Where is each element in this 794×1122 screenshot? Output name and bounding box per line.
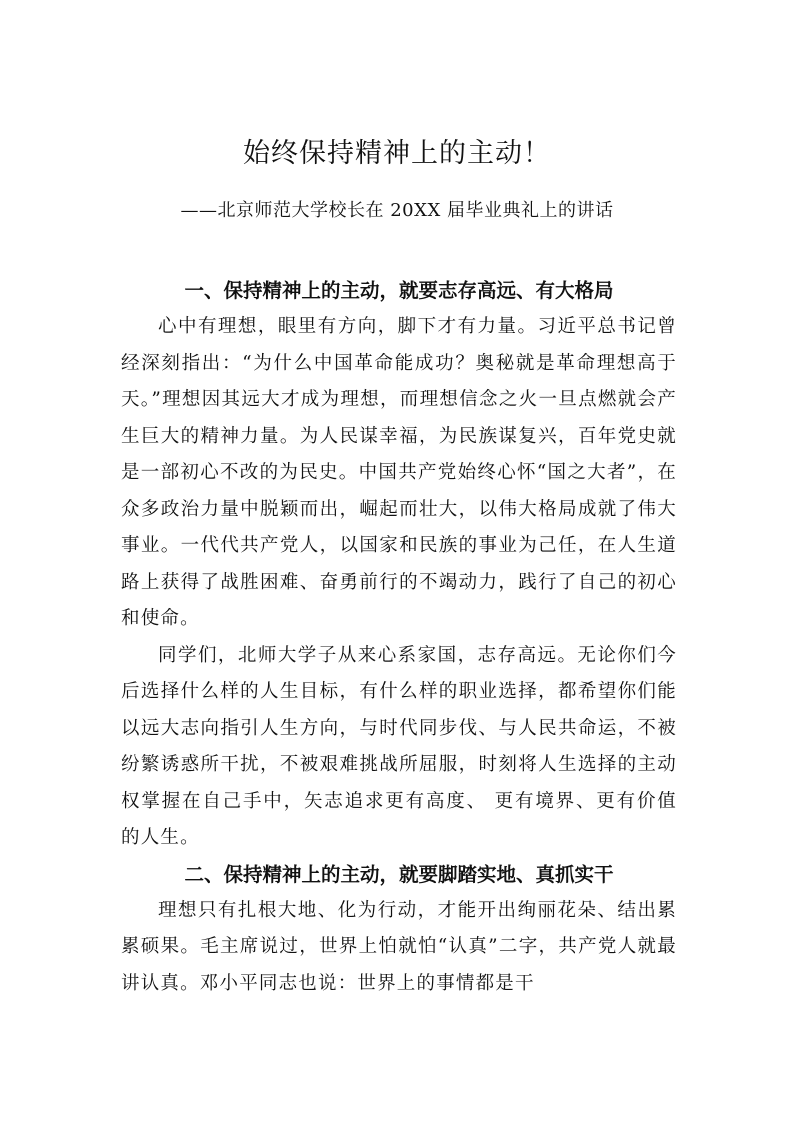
document-title: 始终保持精神上的主动！ <box>243 138 551 169</box>
section-2 <box>121 857 677 1003</box>
section-heading: 二、保持精神上的主动，就要脚踏实地、真抓实干 <box>184 862 614 886</box>
paragraph: 同学们，北师大学子从来心系家国，志存高远。无论你们今后选择什么样的人生目标，有什么样的职业选择，都希望你们能以远大志向指引人生方向，与时代同步伐、与人民共命运，不被纷繁诱惑所干扰，不被艰难挑战所屈服，时刻将人生选择的主动权掌握在自己手中，矢志追求更有高度、 更有境界、更有价值的人生。 <box>121 644 677 848</box>
section-1 <box>121 273 677 857</box>
section-heading: 一、保持精神上的主动，就要志存高远、有大格局 <box>184 279 614 302</box>
document-subtitle: ——北京师范大学校长在 20XX 届毕业典礼上的讲话 <box>180 200 614 221</box>
paragraph: 理想只有扎根大地、化为行动，才能开出绚丽花朵、结出累累硕果。毛主席说过，世界上怕就怕“认真”二字，共产党人就最讲认真。邓小平同志也说：世界上的事情都是干 <box>121 899 677 994</box>
document-body <box>121 273 677 1002</box>
paragraph: 心中有理想，眼里有方向，脚下才有力量。习近平总书记曾经深刻指出：“为什么中国革命能成功？奥秘就是革命理想高于天。”理想因其远大才成为理想，而理想信念之火一旦点燃就会产生巨大的精神力量。为人民谋幸福，为民族谋复兴，百年党史就是一部初心不改的为民史。中国共产党始终心怀“国之大者”，在众多政治力量中脱颖而出，崛起而壮大，以伟大格局成就了伟大事业。一代代共产党人，以国家和民族的事业为己任，在人生道路上获得了战胜困难、奋勇前行的不竭动力，践行了自己的初心和使命。 <box>121 316 677 629</box>
